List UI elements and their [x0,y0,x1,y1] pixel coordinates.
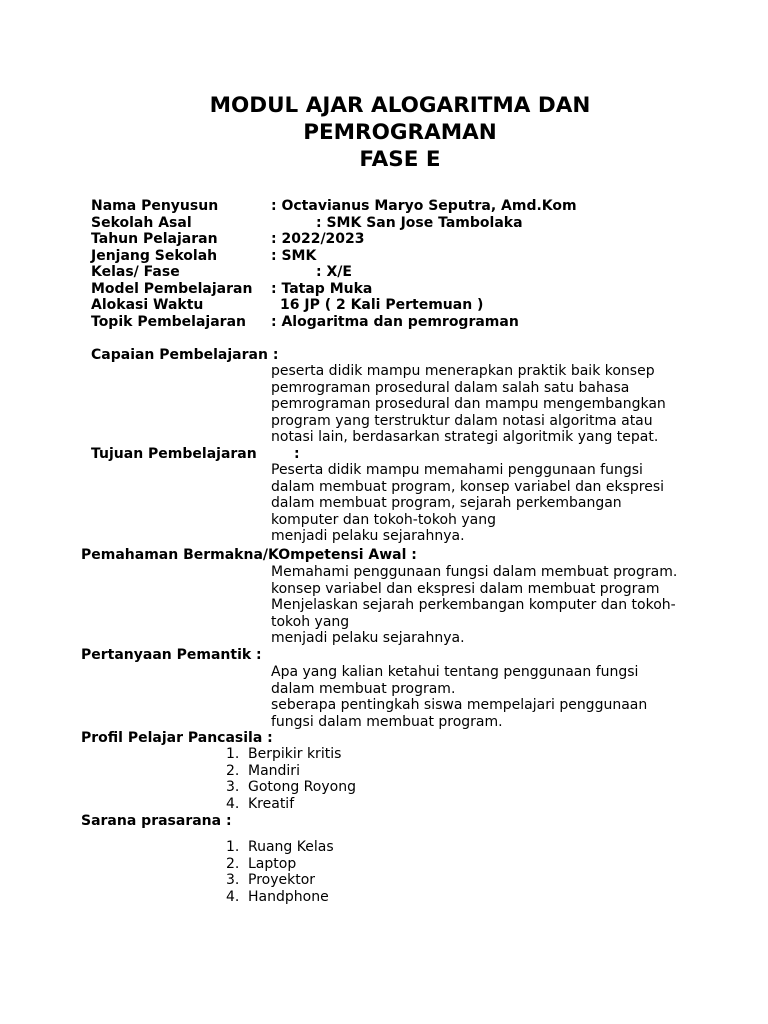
tujuan-line: Peserta didik mampu memahami penggunaan fungsi [271,462,643,478]
capaian-line: pemrograman prosedural dalam salah satu bahasa [271,379,630,396]
capaian-line: notasi lain, berdasarkan strategi algoritmik yang tepat. [271,429,659,445]
info-value-tahun: : 2022/2023 [271,231,365,247]
list-number: 1. [226,746,240,762]
list-number: 4. [226,795,240,812]
title-line-1: MODUL AJAR ALOGARITMA DAN [209,93,591,118]
tujuan-line: menjadi pelaku sejarahnya. [271,528,465,544]
list-item [226,872,334,889]
pemahaman-heading: Pemahaman Bermakna/KOmpetensi Awal : [81,547,417,563]
pertanyaan-paragraph [271,664,647,730]
pertanyaan-line: Apa yang kalian ketahui tentang penggunaan fungsi [271,664,639,680]
list-number: 2. [226,762,240,779]
capaian-line: program yang terstruktur dalam notasi algoritma atau [271,412,653,429]
pertanyaan-line: fungsi dalam membuat program. [271,713,503,730]
pemahaman-line: Menjelaskan sejarah perkembangan komputer dan tokoh- [271,597,676,613]
profil-list [226,746,356,812]
info-label-model: Model Pembelajaran [91,281,253,297]
info-value-sekolah: : SMK San Jose Tambolaka [316,215,523,231]
list-text: Laptop [248,855,297,872]
list-number: 2. [226,855,240,872]
list-item [226,763,356,780]
title-line-3: FASE E [359,147,441,172]
info-value-jenjang: : SMK [271,248,317,264]
list-text: Handphone [248,888,329,905]
pertanyaan-line: dalam membuat program. [271,680,456,697]
list-text: Kreatif [248,795,295,812]
info-label-topik: Topik Pembelajaran [91,314,246,330]
list-item [226,746,356,763]
pemahaman-line: konsep variabel dan ekspresi dalam membuat program [271,580,660,597]
list-item [226,839,334,856]
pemahaman-line: menjadi pelaku sejarahnya. [271,630,465,646]
list-item [226,796,356,813]
tujuan-line: komputer dan tokoh-tokoh yang [271,511,496,528]
pemahaman-line: tokoh yang [271,613,350,630]
list-number: 1. [226,839,240,855]
tujuan-paragraph [271,462,664,545]
info-label-tahun: Tahun Pelajaran [91,231,218,247]
capaian-line: pemrograman prosedural dan mampu mengembangkan [271,396,666,412]
list-text: Gotong Royong [248,779,356,796]
document-title [0,92,768,173]
pemahaman-line: Memahami penggunaan fungsi dalam membuat program. [271,564,678,580]
tujuan-line: dalam membuat program, konsep variabel dan ekspresi [271,478,665,495]
info-label-kelas: Kelas/ Fase [91,264,180,280]
list-number: 3. [226,872,240,889]
tujuan-heading: Tujuan Pembelajaran [91,446,257,462]
list-text: Proyektor [248,872,316,889]
sarana-heading: Sarana prasarana : [81,813,232,829]
pertanyaan-heading: Pertanyaan Pemantik : [81,647,262,663]
info-value-nama: : Octavianus Maryo Seputra, Amd.Kom [271,198,577,214]
info-label-nama: Nama Penyusun [91,198,219,214]
list-text: Berpikir kritis [248,746,342,762]
title-line-2: PEMROGRAMAN [303,120,497,145]
capaian-line: peserta didik mampu menerapkan praktik baik konsep [271,363,655,379]
profil-heading: Profil Pelajar Pancasila : [81,730,273,746]
capaian-paragraph [271,363,666,446]
list-text: Ruang Kelas [248,839,334,855]
sarana-list [226,839,334,905]
info-label-jenjang: Jenjang Sekolah [91,248,218,264]
tujuan-colon: : [294,446,300,462]
list-item [226,856,334,873]
list-item [226,889,334,906]
list-number: 4. [226,888,240,905]
info-value-kelas: : X/E [316,264,352,280]
list-item [226,779,356,796]
pertanyaan-line: seberapa pentingkah siswa mempelajari penggunaan [271,697,648,713]
info-value-alokasi: 16 JP ( 2 Kali Pertemuan ) [280,297,484,313]
info-label-alokasi: Alokasi Waktu [91,297,204,313]
tujuan-line: dalam membuat program, sejarah perkembangan [271,495,622,511]
info-value-model: : Tatap Muka [271,281,373,297]
list-text: Mandiri [248,762,300,779]
pemahaman-paragraph [271,564,677,647]
info-value-topik: : Alogaritma dan pemrograman [271,314,519,330]
info-label-sekolah: Sekolah Asal [91,215,192,231]
list-number: 3. [226,779,240,796]
capaian-heading: Capaian Pembelajaran : [91,347,279,363]
